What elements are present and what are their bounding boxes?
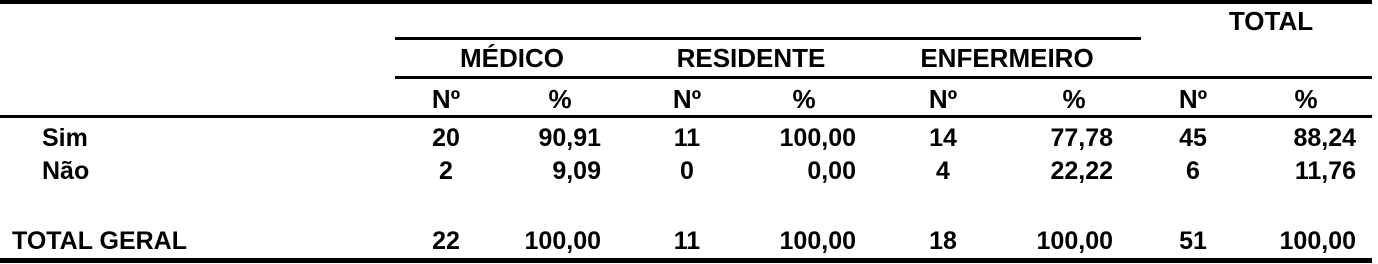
table-cell: 88,24 — [1293, 124, 1356, 152]
table-cell: 100,00 — [1036, 227, 1113, 255]
row-label-nao: Não — [42, 157, 90, 185]
table-cell: 4 — [936, 157, 950, 185]
table-cell: 6 — [1186, 157, 1200, 185]
group-header-medico: MÉDICO — [460, 43, 564, 73]
group-header-total: TOTAL — [1228, 6, 1314, 36]
subheader-residente-pct: % — [792, 84, 816, 114]
header-bottom-rule — [0, 115, 1372, 118]
table-cell: 100,00 — [779, 227, 856, 255]
subheader-enfermeiro-n: Nº — [928, 84, 958, 114]
table-cell: 18 — [929, 227, 957, 255]
row-label-sim: Sim — [42, 124, 88, 152]
table-cell: 2 — [439, 157, 453, 185]
subheader-medico-pct: % — [548, 84, 572, 114]
table-cell: 90,91 — [538, 124, 601, 152]
table-cell: 100,00 — [1279, 227, 1356, 255]
group-header-residente: RESIDENTE — [676, 43, 826, 73]
subheader-residente-n: Nº — [672, 84, 702, 114]
table-cell: 11 — [673, 124, 701, 152]
subheader-medico-n: Nº — [431, 84, 461, 114]
row-label-total-geral: TOTAL GERAL — [12, 227, 187, 255]
table-cell: 0,00 — [807, 157, 856, 185]
table-cell: 22 — [432, 227, 460, 255]
table-cell: 77,78 — [1050, 124, 1113, 152]
top-rule — [0, 0, 1372, 4]
bottom-rule — [0, 258, 1372, 263]
table-cell: 22,22 — [1050, 157, 1113, 185]
group-header-enfermeiro: ENFERMEIRO — [920, 43, 1094, 73]
table-cell: 11 — [673, 227, 701, 255]
subheader-total-pct: % — [1294, 84, 1318, 114]
table-cell: 45 — [1179, 124, 1207, 152]
table-cell: 0 — [680, 157, 694, 185]
table-cell: 20 — [432, 124, 460, 152]
group-header-rule — [395, 37, 1141, 40]
table-cell: 100,00 — [779, 124, 856, 152]
table-cell: 100,00 — [524, 227, 601, 255]
table-cell: 11,76 — [1294, 157, 1356, 185]
subheader-top-rule — [395, 76, 1372, 79]
table-cell: 14 — [929, 124, 957, 152]
subheader-enfermeiro-pct: % — [1062, 84, 1086, 114]
table-cell: 9,09 — [552, 157, 601, 185]
table-cell: 51 — [1179, 227, 1207, 255]
subheader-total-n: Nº — [1178, 84, 1208, 114]
